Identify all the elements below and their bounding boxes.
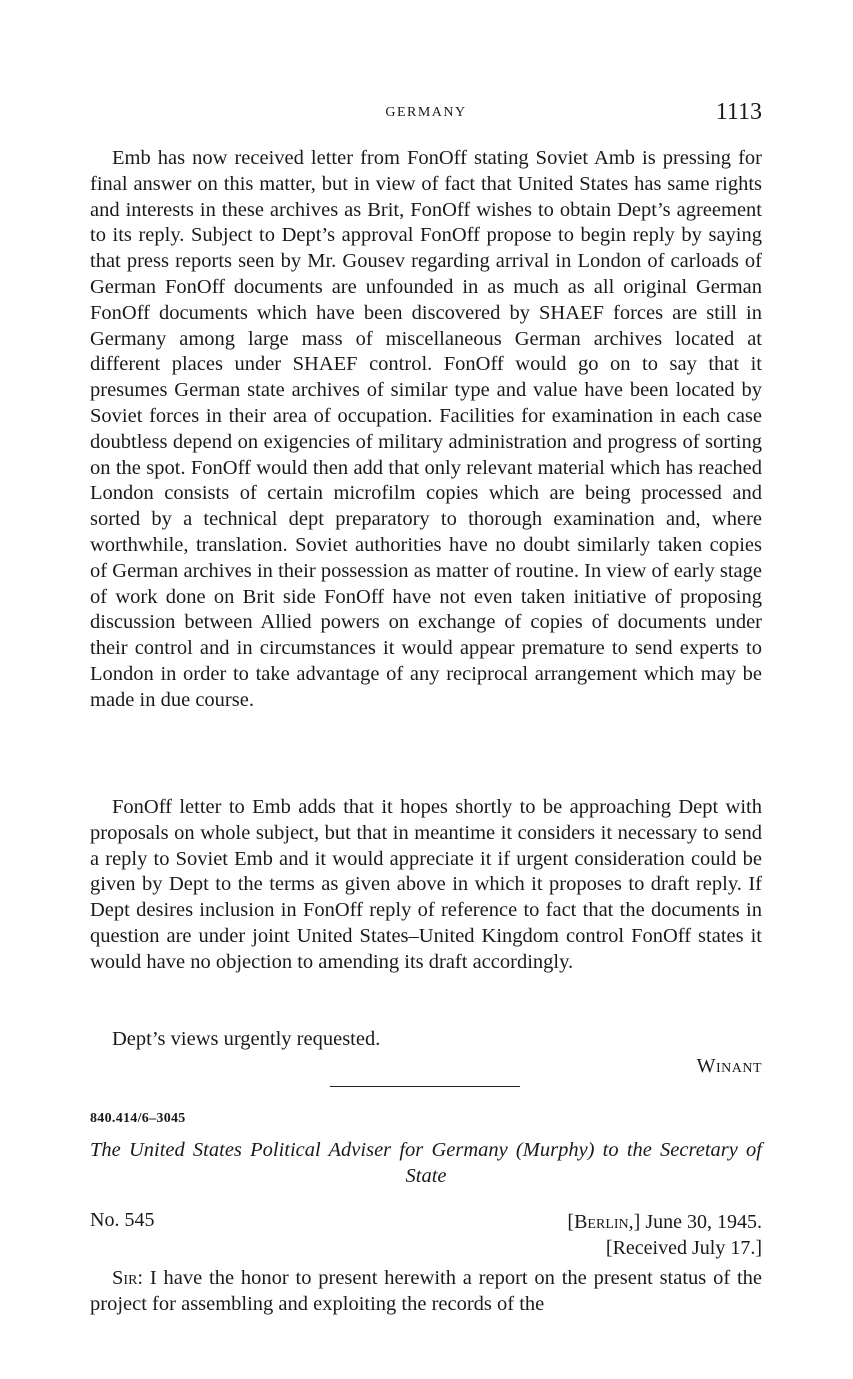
place: Berlin bbox=[574, 1211, 629, 1233]
received-line: [Received July 17.] bbox=[605, 1237, 762, 1259]
dateline bbox=[567, 1209, 762, 1261]
file-number: 840.414/6–3045 bbox=[90, 1111, 186, 1126]
salutation: Sir bbox=[112, 1267, 138, 1289]
letter-opening: Sir: I have the honor to present herewith a report on the present status of the project for assembling and exploiting the records of the bbox=[90, 1267, 762, 1315]
running-head: GERMANY bbox=[385, 105, 467, 120]
date: June 30, 1945. bbox=[645, 1211, 762, 1233]
sent-line: [Berlin,] June 30, 1945. bbox=[567, 1211, 762, 1233]
signature: Winant bbox=[696, 1055, 762, 1077]
section-divider bbox=[330, 1086, 520, 1087]
page-number: 1113 bbox=[715, 99, 762, 125]
document-title: The United States Political Adviser for Germany (Murphy) to the Secretary of State bbox=[90, 1139, 762, 1187]
document-page bbox=[90, 0, 762, 1379]
body-paragraph-2: FonOff letter to Emb adds that it hopes shortly to be approaching Dept with proposals on whole subject, but that in meantime it considers it necessary to send a reply to Soviet Emb and it would appreciate it if urgent consideration could be given by Dept to the terms as given above in which it proposes to draft reply. If Dept desires inclusion in FonOff reply of reference to fact that the documents in question are under joint United States–United Kingdom control FonOff states it would have no objection to amending its draft accordingly. bbox=[90, 796, 762, 973]
body-paragraph-1: Emb has now received letter from FonOff stating Soviet Amb is pressing for final answer on this matter, but in view of fact that United States has same rights and interests in these archives as Brit, FonOff wishes to obtain Dept’s agreement to its reply. Subject to Dept’s approval FonOff propose to begin reply by saying that press reports seen by Mr. Gousev regarding arrival in London of carloads of German FonOff documents are unfounded in as much as all original German FonOff documents which have been discovered by SHAEF forces are still in Germany among large mass of miscellaneous German archives located at different places under SHAEF control. FonOff would go on to say that it presumes German state archives of similar type and value have been located by Soviet forces in their area of occupation. Facilities for examination in each case doubtless depend on exigencies of military administration and progress of sorting on the spot. FonOff would then add that only relevant material which has reached London consists of certain microfilm copies which are being processed and sorted by a technical dept preparatory to thorough examination and, where worthwhile, translation. Soviet authorities have no doubt similarly taken copies of German archives in their possession as matter of routine. In view of early stage of work done on Brit side FonOff have not even taken initiative of proposing discussion between Allied powers on exchange of copies of documents under their control and in circumstances it would appear premature to send experts to London in order to take advantage of any reciprocal arrangement which may be made in due course. bbox=[90, 147, 762, 711]
body-paragraph-3: Dept’s views urgently requested. bbox=[112, 1028, 381, 1050]
opening-text: I have the honor to present herewith a report on the present status of the project for assembling and exploiting the records of the bbox=[90, 1267, 762, 1315]
page-header bbox=[90, 99, 762, 129]
document-number: No. 545 bbox=[90, 1209, 155, 1231]
